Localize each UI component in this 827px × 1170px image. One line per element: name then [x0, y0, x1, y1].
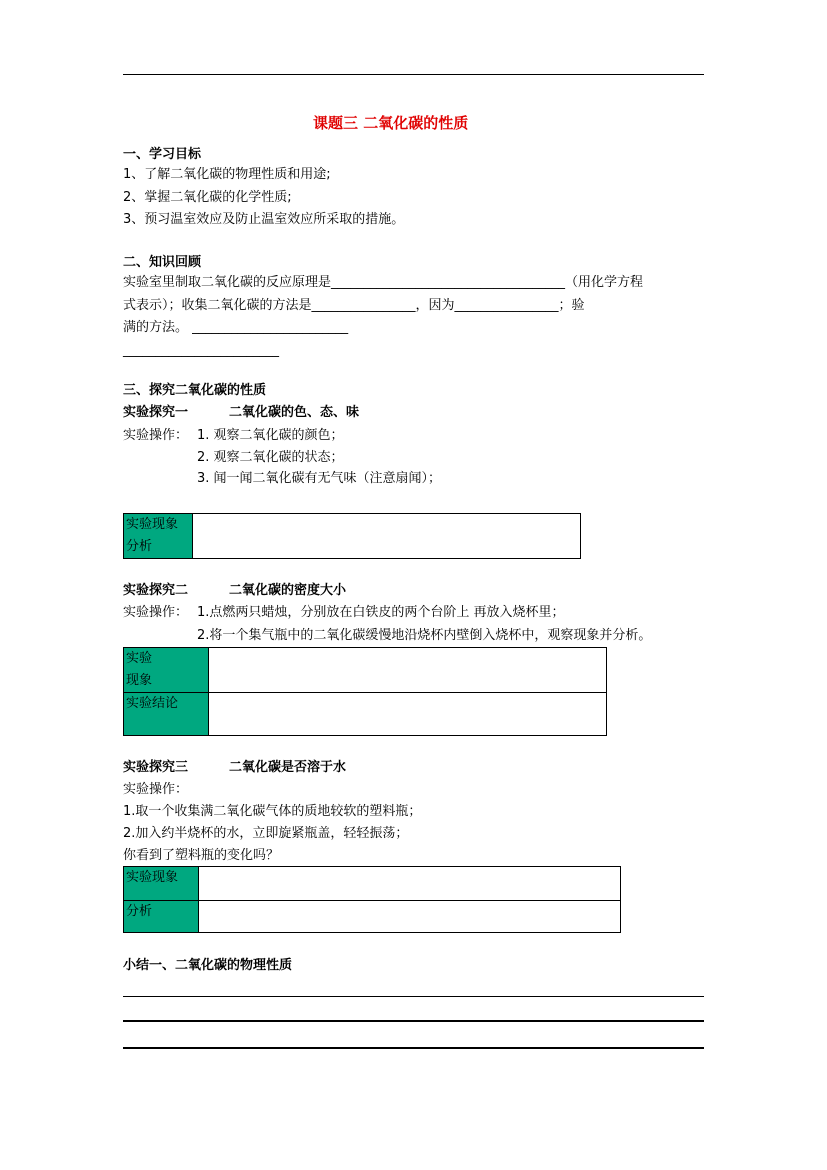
- exp3-row1-answer-cell[interactable]: [199, 867, 621, 901]
- exp1-step: 1. 观察二氧化碳的颜色；: [197, 428, 344, 443]
- exp1-label: 实验现象分析: [126, 517, 179, 554]
- exp2-op-label: 实验操作：: [123, 605, 189, 620]
- header-rule: [123, 74, 704, 75]
- exp3-op-label: 实验操作：: [123, 782, 189, 797]
- exp2-subject: 二氧化碳的密度大小: [229, 583, 347, 598]
- exp1-op-label: 实验操作：: [123, 428, 189, 443]
- page-title: 课题三 二氧化碳的性质: [313, 114, 469, 132]
- exp2-step: 1.点燃两只蜡烛，分别放在白铁皮的两个台阶上 再放入烧杯里；: [197, 605, 565, 620]
- exp1-heading: 实验探究一: [123, 405, 189, 420]
- answer-line[interactable]: [123, 1020, 704, 1022]
- exp3-question: 你看到了塑料瓶的变化吗？: [123, 848, 280, 863]
- summary-heading: 小结一、二氧化碳的物理性质: [123, 958, 293, 973]
- exp3-row1-label-cell: [124, 867, 199, 901]
- exp3-row2-label-cell: [124, 901, 199, 933]
- section3-heading: 三、探究二氧化碳的性质: [123, 383, 267, 398]
- section2-heading: 二、知识回顾: [123, 255, 202, 270]
- review-line: 式表示）；收集二氧化碳的方法是________________，因为________________；验: [123, 298, 585, 313]
- exp2-row1-label-cell: [124, 648, 209, 693]
- review-line: ________________________: [123, 343, 279, 358]
- review-line: 满的方法。 ________________________: [123, 320, 349, 335]
- exp2-heading: 实验探究二: [123, 583, 189, 598]
- exp3-row1-label: 实验现象: [126, 870, 179, 885]
- exp1-label-cell: [124, 514, 193, 559]
- exp3-subject: 二氧化碳是否溶于水: [229, 760, 347, 775]
- review-line: 实验室里制取二氧化碳的反应原理是____________________________________（用化学方程: [123, 275, 644, 290]
- exp1-table: [123, 513, 581, 559]
- exp2-row2-answer-cell[interactable]: [209, 693, 607, 736]
- exp2-row2-label: 实验结论: [126, 696, 179, 711]
- exp2-row1-answer-cell[interactable]: [209, 648, 607, 693]
- answer-line[interactable]: [123, 996, 704, 997]
- exp3-row2-label: 分析: [126, 904, 153, 919]
- exp1-step: 2. 观察二氧化碳的状态；: [197, 450, 344, 465]
- section1-heading: 一、学习目标: [123, 147, 202, 162]
- exp3-table: [123, 866, 621, 933]
- goal-item: 1、了解二氧化碳的物理性质和用途;: [123, 167, 331, 182]
- exp2-row1-label: 实验现象: [126, 651, 153, 688]
- exp2-row2-label-cell: [124, 693, 209, 736]
- goal-item: 2、掌握二氧化碳的化学性质;: [123, 190, 292, 205]
- answer-line[interactable]: [123, 1047, 704, 1049]
- exp3-row2-answer-cell[interactable]: [199, 901, 621, 933]
- exp3-step: 2.加入约半烧杯的水，立即旋紧瓶盖，轻轻振荡；: [123, 826, 409, 841]
- goal-item: 3、预习温室效应及防止温室效应所采取的措施。: [123, 212, 405, 227]
- exp2-table: [123, 647, 607, 736]
- exp3-heading: 实验探究三: [123, 760, 189, 775]
- exp1-subject: 二氧化碳的色、态、味: [229, 405, 360, 420]
- exp1-step: 3. 闻一闻二氧化碳有无气味（注意扇闻）；: [197, 471, 442, 486]
- exp3-step: 1.取一个收集满二氧化碳气体的质地较软的塑料瓶；: [123, 804, 422, 819]
- exp1-answer-cell[interactable]: [193, 514, 581, 559]
- exp2-step: 2.将一个集气瓶中的二氧化碳缓慢地沿烧杯内壁倒入烧杯中，观察现象并分析。: [197, 628, 652, 643]
